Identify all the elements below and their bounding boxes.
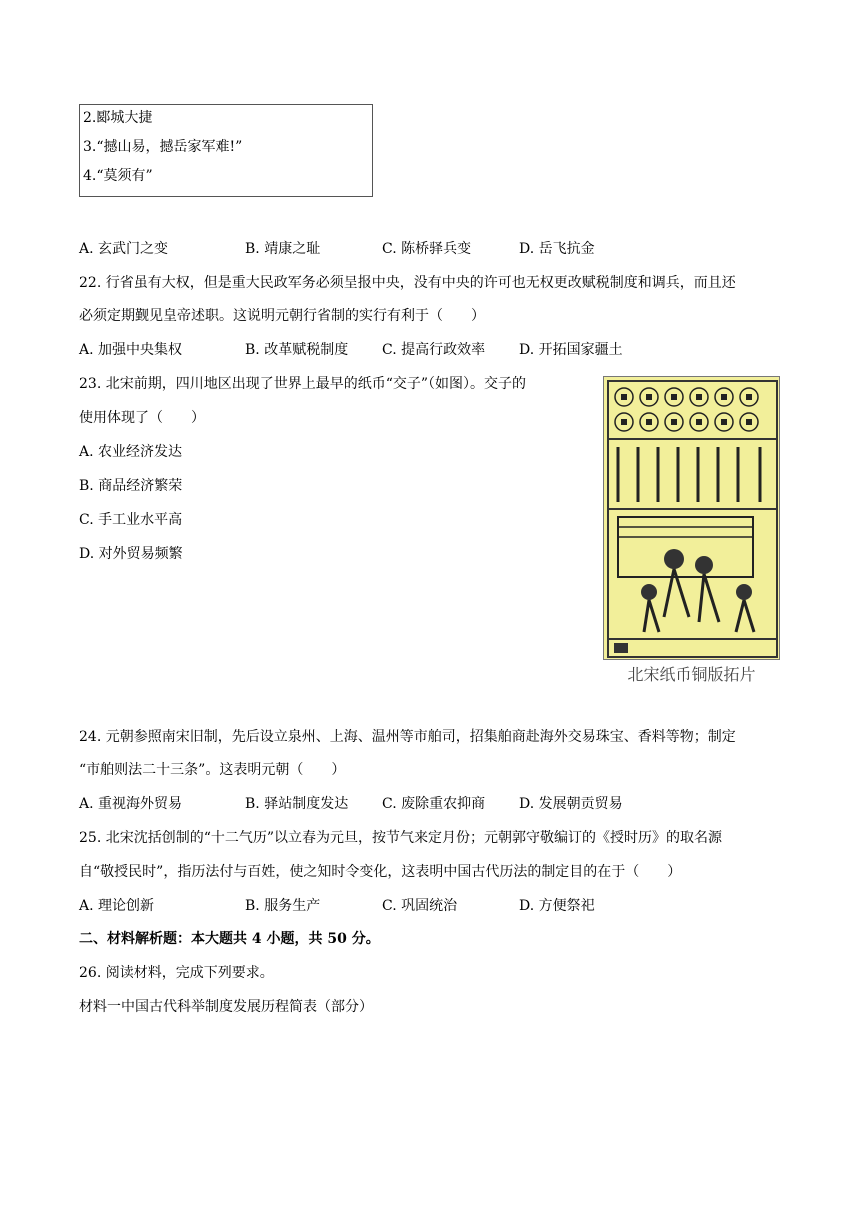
q23-stem-line-1: 23. 北宋前期，四川地区出现了世界上最早的纸币“交子”（如图）。交子的 bbox=[79, 376, 527, 392]
q26-material-title: 材料一中国古代科举制度发展历程简表（部分） bbox=[79, 999, 373, 1015]
q23-option-c: C. 手工业水平高 bbox=[79, 512, 183, 528]
q21-option-a: A. 玄武门之变 bbox=[79, 241, 169, 257]
q23-option-a: A. 农业经济发达 bbox=[79, 444, 183, 460]
q21-option-c: C. 陈桥驿兵变 bbox=[382, 241, 472, 257]
q24-option-c: C. 废除重农抑商 bbox=[382, 796, 486, 812]
q26-stem: 26. 阅读材料，完成下列要求。 bbox=[79, 965, 274, 981]
jiaozi-banknote-drawing bbox=[604, 377, 780, 660]
q22-option-b: B. 改革赋税制度 bbox=[245, 342, 349, 358]
q21-option-b: B. 靖康之耻 bbox=[245, 241, 321, 257]
q24-option-a: A. 重视海外贸易 bbox=[79, 796, 183, 812]
q22-option-a: A. 加强中央集权 bbox=[79, 342, 183, 358]
jiaozi-banknote-image bbox=[603, 376, 780, 660]
q25-stem-line-2: 自“敬授民时”，指历法付与百姓，使之知时令变化，这表明中国古代历法的制定目的在于（ ） bbox=[79, 864, 682, 880]
q24-stem-line-2: “市舶则法二十三条”。这表明元朝（ ） bbox=[79, 762, 346, 778]
box-line-1: 2.郾城大捷 bbox=[83, 110, 153, 126]
answer-list-box bbox=[79, 104, 373, 197]
q24-option-b: B. 驿站制度发达 bbox=[245, 796, 349, 812]
q25-stem-line-1: 25. 北宋沈括创制的“十二气历”以立春为元旦，按节气来定月份；元朝郭守敬编订的《授时历》的取名源 bbox=[79, 830, 723, 846]
q25-option-b: B. 服务生产 bbox=[245, 898, 321, 914]
q25-option-c: C. 巩固统治 bbox=[382, 898, 458, 914]
box-line-2: 3.“撼山易，撼岳家军难!” bbox=[83, 139, 243, 155]
q22-stem-line-2: 必须定期觐见皇帝述职。这说明元朝行省制的实行有利于（ ） bbox=[79, 308, 485, 324]
q25-option-a: A. 理论创新 bbox=[79, 898, 155, 914]
box-line-3: 4.“莫须有” bbox=[83, 168, 153, 184]
q23-stem-line-2: 使用体现了（ ） bbox=[79, 410, 205, 426]
section-heading: 二、材料解析题：本大题共 4 小题，共 50 分。 bbox=[79, 931, 380, 947]
q22-option-d: D. 开拓国家疆土 bbox=[519, 342, 623, 358]
q22-stem-line-1: 22. 行省虽有大权，但是重大民政军务必须呈报中央，没有中央的许可也无权更改赋税制度和调兵，而且还 bbox=[79, 275, 736, 291]
q24-option-d: D. 发展朝贡贸易 bbox=[519, 796, 623, 812]
q25-option-d: D. 方便祭祀 bbox=[519, 898, 595, 914]
q21-option-d: D. 岳飞抗金 bbox=[519, 241, 595, 257]
banknote-caption: 北宋纸币铜版拓片 bbox=[627, 665, 756, 684]
q22-option-c: C. 提高行政效率 bbox=[382, 342, 486, 358]
q23-option-b: B. 商品经济繁荣 bbox=[79, 478, 183, 494]
q24-stem-line-1: 24. 元朝参照南宋旧制，先后设立泉州、上海、温州等市舶司，招集舶商赴海外交易珠宝、香料等物；制定 bbox=[79, 729, 736, 745]
q23-option-d: D. 对外贸易频繁 bbox=[79, 546, 183, 562]
